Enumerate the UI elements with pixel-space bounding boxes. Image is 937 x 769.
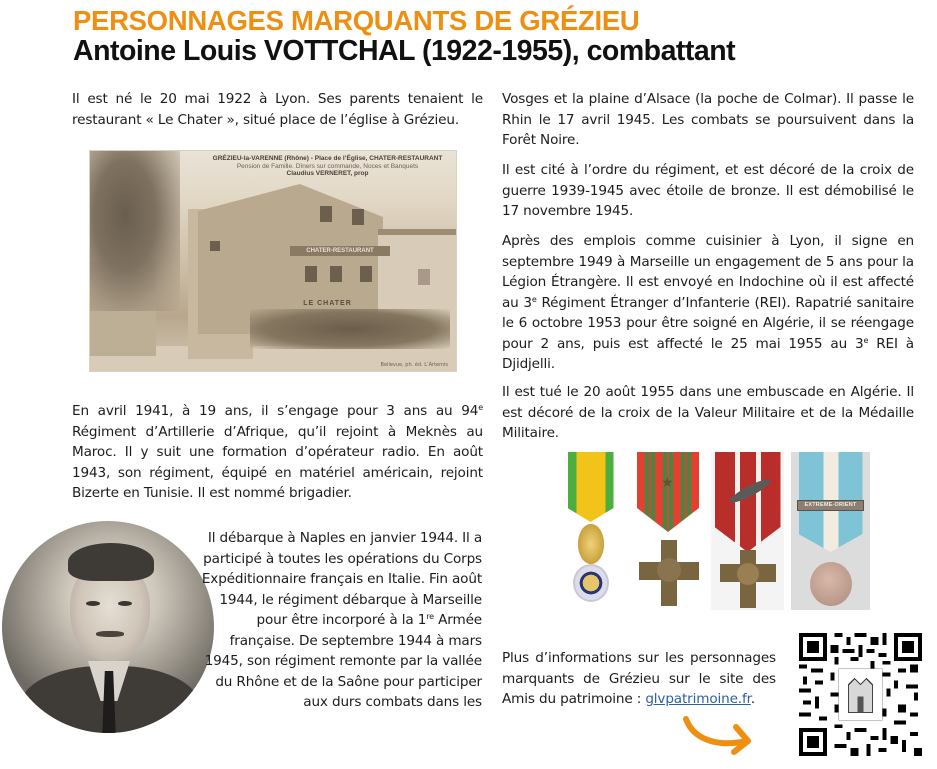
qr-code-icon[interactable] [795, 628, 926, 761]
page-title: Antoine Louis VOTTCHAL (1922-1955), combattant [73, 35, 736, 67]
portrait-hair [68, 543, 154, 581]
medal-trophy [578, 524, 604, 564]
postcard-photo-le-chater [89, 150, 457, 372]
medal-center [657, 558, 681, 582]
medal-disc [810, 562, 852, 606]
bronze-star-icon: ★ [661, 475, 674, 491]
paragraph-legion: Après des emplois comme cuisinier à Lyon, il signe en septembre 1949 à Marseille un engagement de 5 ans pour la Légion Étrangère. Il est envoyé en Indochine où il est affecté au 3e Régiment Étranger d’Infanterie (REI). Rapatrié sanitaire le 6 octobre 1953 pour être soigné en Algérie, il se réengage pour 2 ans, puis est affecté le 25 mai 1955 au 3e REI à Djidjelli. [502, 233, 914, 372]
postcard-credit: Bellevue, ph. éd. L’Artemis [380, 362, 448, 368]
photo-bushes [250, 309, 450, 349]
photo-window [360, 266, 372, 282]
medal-ribbon [715, 452, 781, 552]
paragraph-italy-campaign: Il débarque à Naples en janvier 1944. Il a participé à toutes les opérations du Corps Expéditionnaire français en Italie. Fin août 1944, le régiment débarque à Marseille pour être incorporé à la 1re Armée française. De septembre 1944 à mars 1945, son régiment remonte par la vallée du Rhône et de la Saône pour participer aux durs combats dans les [201, 530, 482, 710]
medal-medaille-militaire [561, 452, 620, 610]
medal-extreme-orient [791, 452, 870, 610]
paragraph-enlistment: En avril 1941, à 19 ans, il s’engage pour 3 ans au 94e Régiment d’Artillerie d’Afrique, qu’il rejoint à Meknès au Maroc. Il y suit une formation d’opérateur radio. En août 1943, son régiment, équipé en matériel américain, rejoint Bizerte en Tunisie. Il est nommé brigadier. [72, 403, 483, 501]
medal-clasp: EXTREME-ORIENT [797, 500, 864, 511]
paragraph-alsace: Vosges et la plaine d’Alsace (la poche de Colmar). Il passe le Rhin le 17 avril 1945. Les combats se poursuivent dans la Forêt Noire. [502, 91, 914, 148]
website-link[interactable]: glvpatrimoine.fr [645, 691, 751, 707]
section-kicker: PERSONNAGES MARQUANTS DE GRÉZIEU [73, 5, 640, 36]
photo-tree [89, 151, 180, 311]
photo-window [418, 269, 430, 285]
photo-window [330, 266, 342, 282]
medal-disc [573, 564, 609, 602]
medal-ribbon [637, 452, 699, 532]
paragraph-citation: Il est cité à l’ordre du régiment, et est décoré de la croix de guerre 1939-1945 avec étoile de bronze. Il est démobilisé le 17 novembre 1945. [502, 162, 914, 219]
photo-window [352, 209, 364, 225]
photo-window [305, 266, 317, 282]
curved-arrow-icon [680, 713, 755, 758]
paragraph-birth: Il est né le 20 mai 1922 à Lyon. Ses parents tenaient le restaurant « Le Chater », situé place de l’église à Grézieu. [72, 91, 483, 128]
postcard-caption: GRÉZIEU-la-VARENNE (Rhône) - Place de l’Église, CHATER-RESTAURANT Pension de Famille. Dîners sur commande, Noces et Banquets Claudius VERNERET, prop [212, 155, 443, 177]
portrait-eye [118, 601, 132, 606]
medal-ribbon [568, 452, 614, 522]
portrait-photo [2, 521, 214, 733]
medal-center [737, 563, 759, 585]
medal-croix-de-guerre [632, 452, 704, 610]
paragraph-more-info: Plus d’informations sur les personnages marquants de Grézieu sur le site des Amis du patrimoine : glvpatrimoine.fr. [502, 650, 776, 707]
portrait-eye [86, 601, 100, 606]
medal-valeur-militaire [711, 452, 784, 610]
paragraph-death: Il est tué le 20 août 1955 dans une embuscade en Algérie. Il est décoré de la croix de la Valeur Militaire et de la Médaille Militaire. [502, 384, 914, 441]
photo-window [320, 206, 332, 222]
photo-awning-text: LE CHATER [303, 300, 352, 307]
photo-window [210, 241, 220, 251]
photo-sign: CHATER-RESTAURANT [290, 246, 390, 256]
portrait-moustache [96, 631, 124, 637]
